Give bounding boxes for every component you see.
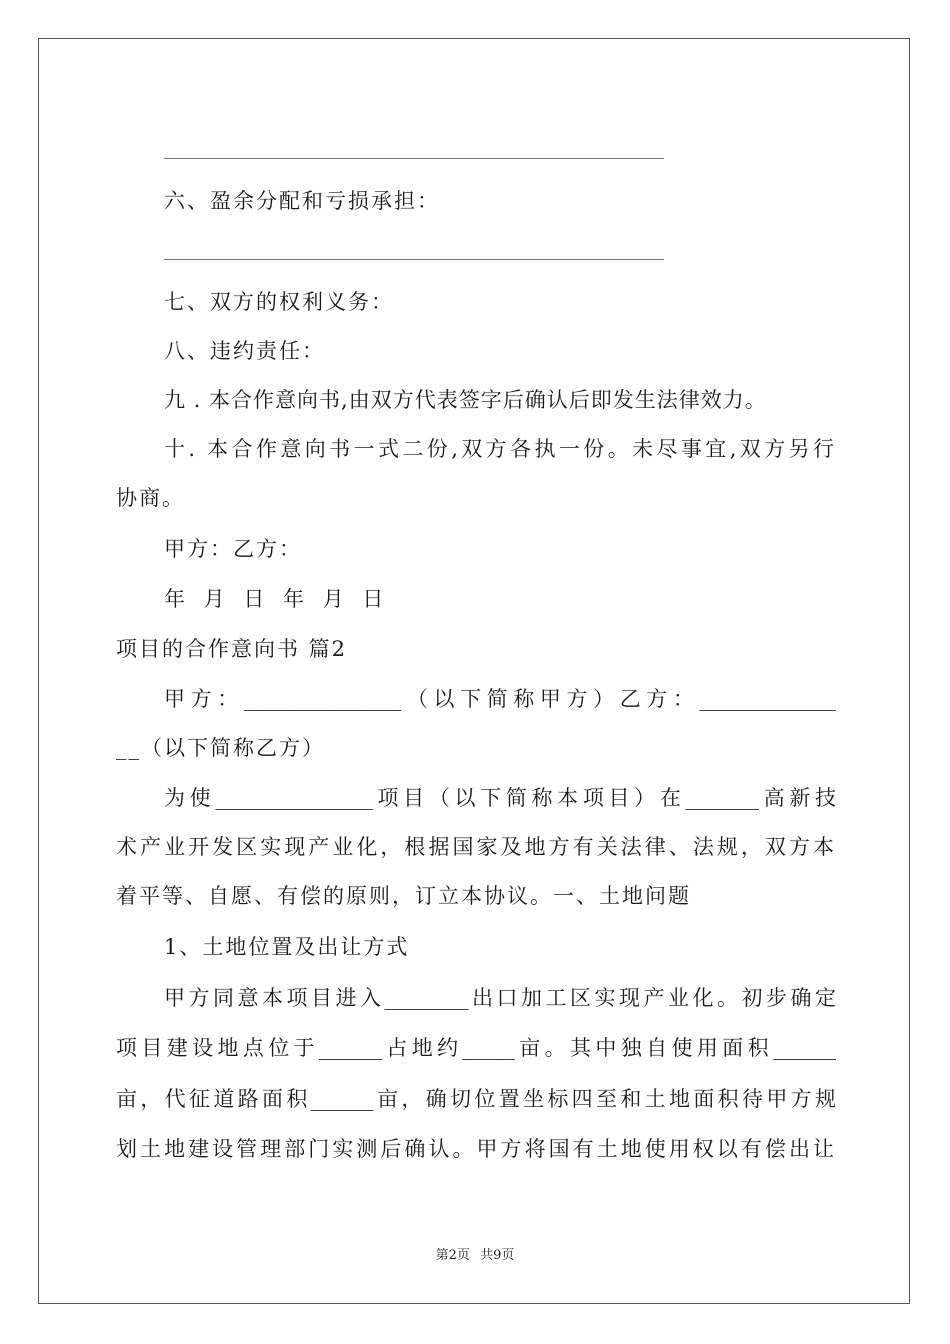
section-heading-rights: 七、双方的权利义务： [164, 290, 394, 314]
document-title-part-2: 项目的合作意向书 篇2 [116, 637, 348, 661]
party-b-line-continued: __（以下简称乙方） [116, 736, 325, 760]
paragraph-land: 甲方同意本项目进入________出口加工区实现产业化。初步确定 [164, 986, 836, 1010]
paragraph-purpose-2: 术产业开发区实现产业化，根据国家及地方有关法律、法规，双方本 [116, 835, 836, 859]
blank-underline [164, 158, 664, 159]
party-signatures: 甲方：乙方： [164, 537, 302, 561]
blank-underline [164, 259, 664, 260]
party-a-b-line: 甲方：_______________（以下简称甲方）乙方：_____________ [164, 687, 836, 711]
paragraph-land-4: 划土地建设管理部门实测后确认。甲方将国有土地使用权以有偿出让 [116, 1137, 836, 1161]
page-border [38, 38, 910, 1304]
page-footer [0, 1247, 950, 1265]
paragraph-purpose-3: 着平等、自愿、有偿的原则，订立本协议。一、土地问题 [116, 884, 691, 908]
clause-nine: 九 . 本合作意向书,由双方代表签字后确认后即发生法律效力。 [164, 388, 767, 412]
section-heading-profit: 六、盈余分配和亏损承担： [164, 189, 440, 213]
clause-ten: 十. 本合作意向书一式二份,双方各执一份。未尽事宜,双方另行 [164, 437, 836, 461]
clause-ten-continued: 协商。 [116, 486, 185, 510]
page-total: 共9页 [480, 1248, 515, 1263]
paragraph-land-2: 项目建设地点位于______占地约_____亩。其中独自使用面积______ [116, 1036, 836, 1060]
signature-dates: 年 月 日 年 月 日 [164, 587, 390, 611]
section-heading-breach: 八、违约责任： [164, 339, 325, 363]
subsection-land-location: 1、土地位置及出让方式 [164, 935, 410, 959]
paragraph-land-3: 亩，代征道路面积______亩，确切位置坐标四至和土地面积待甲方规 [116, 1087, 836, 1111]
page-number: 第2页 [435, 1248, 470, 1263]
paragraph-purpose: 为使_______________项目（以下简称本项目）在_______高新技 [164, 786, 836, 810]
